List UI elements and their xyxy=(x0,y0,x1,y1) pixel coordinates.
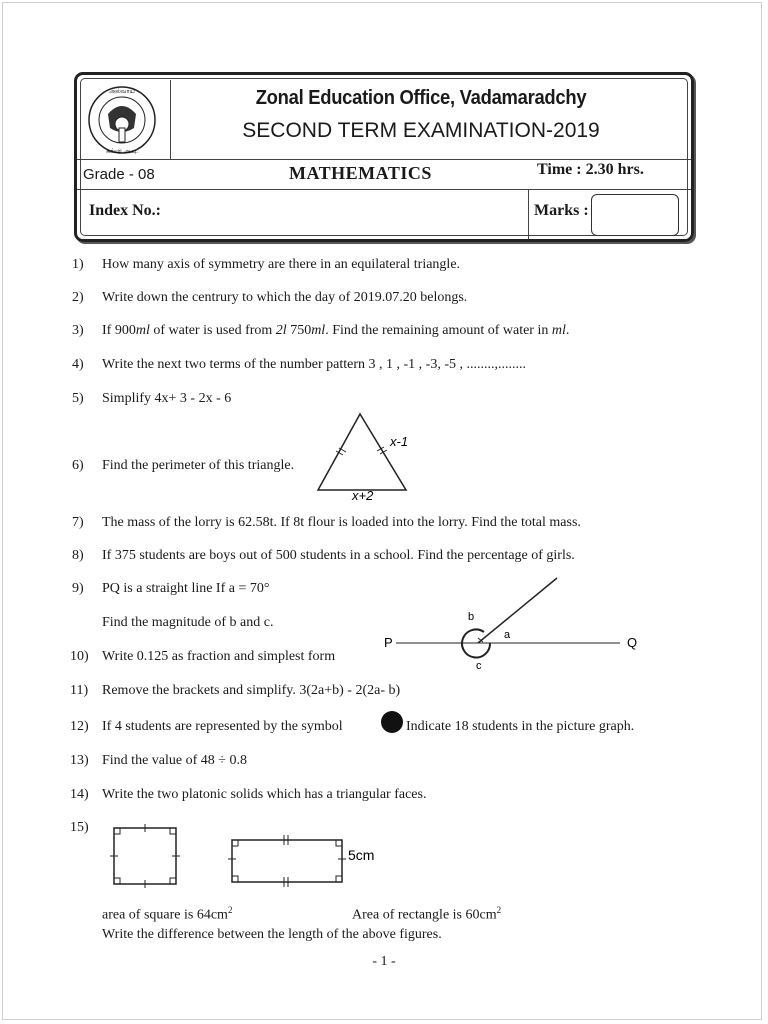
question-number: 11) xyxy=(70,683,89,698)
header-divider-2 xyxy=(77,189,691,190)
question-number: 10) xyxy=(70,649,89,664)
question-text: The mass of the lorry is 62.58t. If 8t flour is loaded into the lorry. Find the total mass. xyxy=(102,515,581,530)
logo-text-bottom: கல்வி அ.பு. xyxy=(106,149,138,155)
question-text: If 375 students are boys out of 500 students in a school. Find the percentage of girls. xyxy=(102,548,575,563)
question-number: 2) xyxy=(72,290,84,305)
question-text: If 4 students are represented by the symbol xyxy=(102,719,343,734)
label-c: c xyxy=(476,660,482,672)
header-divider-1 xyxy=(77,159,691,160)
question-text: Write 0.125 as fraction and simplest form xyxy=(102,649,336,664)
question-number: 14) xyxy=(70,787,89,802)
label-a: a xyxy=(504,629,511,641)
question-text: Find the value of 48 ÷ 0.8 xyxy=(102,753,247,768)
base-label: x+2 xyxy=(352,488,374,503)
marks-input-box[interactable] xyxy=(591,194,679,236)
exam-header xyxy=(74,72,694,242)
question-9-line2: Find the magnitude of b and c. xyxy=(102,615,274,630)
question-number: 9) xyxy=(72,581,84,596)
question-text: If 900ml of water is used from 2l 750ml. Find the remaining amount of water in ml. xyxy=(102,323,570,338)
logo-cell xyxy=(82,80,171,160)
marks-label: Marks : xyxy=(534,202,589,219)
question-number: 8) xyxy=(72,548,84,563)
rectangle-area-text: Area of rectangle is $60cm^2$ xyxy=(352,905,502,923)
index-no-label: Index No.: xyxy=(89,202,162,219)
question-number: 4) xyxy=(72,357,84,372)
student-symbol-icon xyxy=(381,711,403,733)
question-15-instruction: Write the difference between the length of the above figures. xyxy=(102,927,442,942)
straight-line-figure xyxy=(380,572,650,672)
logo-text-top: அல்வாய் xyxy=(109,89,135,95)
question-number: 13) xyxy=(70,753,89,768)
office-title: Zonal Education Office, Vadamaradchy xyxy=(255,87,587,109)
question-text-b: Indicate 18 students in the picture graph. xyxy=(406,719,635,734)
question-number: 6) xyxy=(72,458,84,473)
question-text: Find the perimeter of this triangle. xyxy=(102,458,295,473)
label-q: Q xyxy=(627,635,638,650)
question-number: 5) xyxy=(72,391,84,406)
label-p: P xyxy=(384,635,393,650)
square-area-text: area of square is $64cm^2$ xyxy=(102,905,233,923)
label-b: b xyxy=(468,611,475,623)
zonal-office-logo xyxy=(86,84,164,156)
question-text: Write the two platonic solids which has a triangular faces. xyxy=(102,787,427,802)
question-number: 3) xyxy=(72,323,84,338)
question-text: How many axis of symmetry are there in an equilateral triangle. xyxy=(102,257,461,272)
question-number: 7) xyxy=(72,515,84,530)
side-label: x-1 xyxy=(390,434,409,449)
question-number: 1) xyxy=(72,257,84,272)
question-number: 12) xyxy=(70,719,89,734)
subject-label: MATHEMATICS xyxy=(289,163,432,183)
exam-title: SECOND TERM EXAMINATION-2019 xyxy=(242,119,600,142)
time-label: Time : 2.30 hrs. xyxy=(537,161,644,178)
triangle-figure xyxy=(310,408,420,503)
grade-label: Grade - 08 xyxy=(83,166,155,183)
question-text: Write down the centrury to which the day of 2019.07.20 belongs. xyxy=(102,290,468,305)
square-and-rectangle-figure xyxy=(105,818,405,896)
question-text: Simplify 4x+ 3 - 2x - 6 xyxy=(102,391,232,406)
rectangle-side-label: 5cm xyxy=(348,847,375,863)
page-number: - 1 - xyxy=(372,954,396,969)
question-text: Remove the brackets and simplify. 3(2a+b) - 2(2a- b) xyxy=(102,683,401,698)
header-column-divider xyxy=(528,189,529,239)
question-number: 15) xyxy=(70,820,89,835)
question-text: Write the next two terms of the number pattern 3 , 1 , -1 , -3, -5 , ........,........ xyxy=(102,357,527,372)
question-text: PQ is a straight line If a = 70° xyxy=(102,581,270,596)
